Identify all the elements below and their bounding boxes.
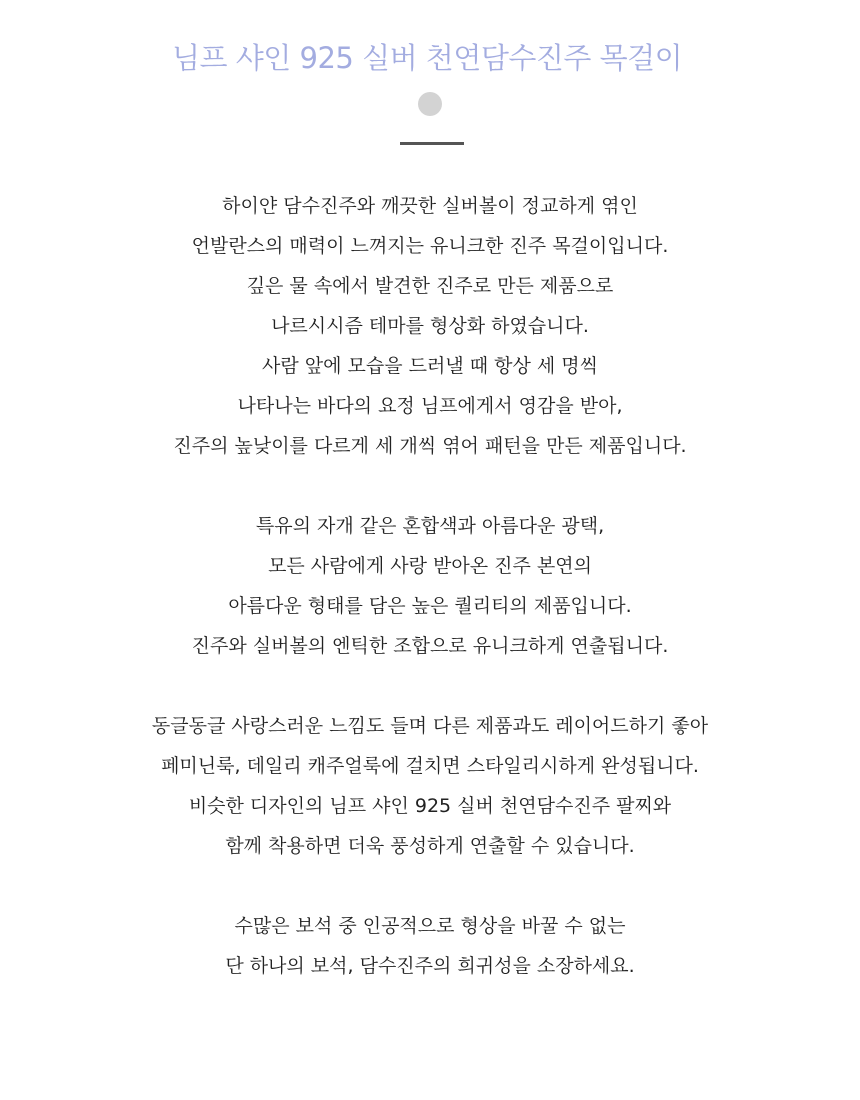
description-line: 나르시시즘 테마를 형상화 하였습니다. [271, 315, 589, 337]
description-line: 수많은 보석 중 인공적으로 형상을 바꿀 수 없는 [234, 915, 626, 937]
description-line: 모든 사람에게 사랑 받아온 진주 본연의 [268, 555, 592, 577]
description-line: 특유의 자개 같은 혼합색과 아름다운 광택, [255, 515, 605, 537]
description-line: 진주의 높낮이를 다르게 세 개씩 엮어 패턴을 만든 제품입니다. [173, 435, 687, 457]
description-line: 깊은 물 속에서 발견한 진주로 만든 제품으로 [246, 275, 614, 297]
description-paragraph [0, 906, 860, 986]
description-line: 나타나는 바다의 요정 님프에게서 영감을 받아, [237, 395, 623, 417]
description-line: 하이얀 담수진주와 깨끗한 실버볼이 정교하게 엮인 [222, 195, 638, 217]
description-line: 페미닌룩, 데일리 캐주얼룩에 걸치면 스타일리시하게 완성됩니다. [161, 755, 699, 777]
product-description [0, 186, 860, 1026]
title-divider [400, 142, 464, 145]
description-paragraph [0, 186, 860, 466]
description-line: 아름다운 형태를 담은 높은 퀄리티의 제품입니다. [228, 595, 632, 617]
product-title: 님프 샤인 925 실버 천연담수진주 목걸이 [172, 41, 683, 75]
description-paragraph [0, 506, 860, 666]
description-line: 단 하나의 보석, 담수진주의 희귀성을 소장하세요. [225, 955, 635, 977]
description-line: 진주와 실버볼의 엔틱한 조합으로 유니크하게 연출됩니다. [191, 635, 669, 657]
description-line: 비슷한 디자인의 님프 샤인 925 실버 천연담수진주 팔찌와 [188, 795, 672, 817]
decorative-dot [418, 92, 442, 116]
description-line: 사람 앞에 모습을 드러낼 때 항상 세 명씩 [262, 355, 598, 377]
description-line: 함께 착용하면 더욱 풍성하게 연출할 수 있습니다. [225, 835, 635, 857]
description-line: 언발란스의 매력이 느껴지는 유니크한 진주 목걸이입니다. [191, 235, 669, 257]
description-paragraph [0, 706, 860, 866]
description-line: 동글동글 사랑스러운 느낌도 들며 다른 제품과도 레이어드하기 좋아 [151, 715, 709, 737]
